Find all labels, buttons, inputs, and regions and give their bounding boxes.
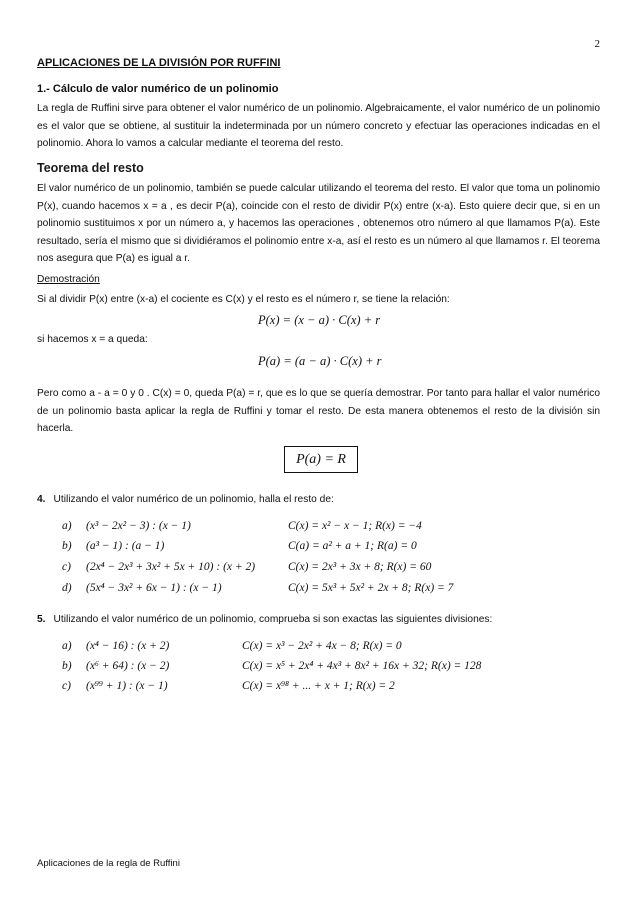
exercise-5-text: Utilizando el valor numérico de un polinomio, comprueba si son exactas las siguientes divisiones:: [53, 614, 493, 625]
exercise-5-item-label: b): [62, 660, 72, 672]
exercise-4-item-label: c): [62, 561, 71, 573]
exercise-4-item-answer: C(x) = x² − x − 1; R(x) = −4: [288, 520, 422, 532]
page-footer: Aplicaciones de la regla de Ruffini: [37, 858, 180, 869]
equation-1: P(x) = (x − a) · C(x) + r: [258, 313, 381, 327]
conclusion-paragraph: Pero como a - a = 0 y 0 . C(x) = 0, queda P(a) = r, que es lo que se quería demostrar. Por tanto para hallar el valor numérico de un polinomio basta aplicar la regla de Ruffini y tomar el resto. De esta manera obtenemos el resto de la división sin hacerla.: [37, 388, 600, 434]
exercise-4-heading: [37, 494, 334, 505]
exercise-5-item-answer: C(x) = x³ − 2x² + 4x − 8; R(x) = 0: [242, 640, 402, 652]
boxed-result: P(a) = R: [284, 446, 358, 473]
exercise-4-item-division: (x³ − 2x² − 3) : (x − 1): [86, 520, 191, 532]
teorema-heading: Teorema del resto: [37, 161, 144, 175]
intro-paragraph: La regla de Ruffini sirve para obtener el valor numérico de un polinomio. Algebraicamente, el valor numérico de un polinomio es el valor que se obtiene, al sustituir la indeterminada por un número concreto y efectuar las operaciones indicadas en el polinomio. Ahora lo vamos a calcular mediante el teorema del resto.: [37, 103, 600, 149]
exercise-4-item-answer: C(x) = 5x³ + 5x² + 2x + 8; R(x) = 7: [288, 582, 454, 594]
exercise-5-item-answer: C(x) = x⁵ + 2x⁴ + 4x³ + 8x² + 16x + 32; R(x) = 128: [242, 660, 482, 672]
page-number: 2: [594, 38, 600, 50]
main-heading: APLICACIONES DE LA DIVISIÓN POR RUFFINI: [37, 57, 281, 69]
exercise-5-item-label: a): [62, 640, 72, 652]
exercise-5-heading: [37, 614, 492, 625]
section-heading: 1.- Cálculo de valor numérico de un polinomio: [37, 83, 279, 95]
demo-label: Demostración: [37, 274, 100, 285]
substitution-sentence: si hacemos x = a queda:: [37, 334, 148, 345]
exercise-5-item-answer: C(x) = x⁹⁸ + ... + x + 1; R(x) = 2: [242, 680, 395, 692]
exercise-4-item-division: (a³ − 1) : (a − 1): [86, 540, 165, 552]
exercise-4-item-label: b): [62, 540, 72, 552]
demo-sentence: Si al dividir P(x) entre (x-a) el cociente es C(x) y el resto es el número r, se tiene la relación:: [37, 294, 450, 305]
exercise-5-item-division: (x⁴ − 16) : (x + 2): [86, 640, 170, 652]
exercise-4-item-answer: C(a) = a² + a + 1; R(a) = 0: [288, 540, 417, 552]
teorema-paragraph: El valor numérico de un polinomio, también se puede calcular utilizando el teorema del resto. El valor que toma un polinomio P(x), cuando hacemos x = a , es decir P(a), coincide con el resto de dividir P(x) entre (x-a). Esto quiere decir que, si en un polinomio sustituimos x por un número a, y hacemos las operaciones , obtenemos otro número al que llamamos P(a). Este resultado, sería el mismo que si dividiéramos el polinomio entre x-a, así el resto es un número al que llamamos r. El teorema nos asegura que P(a) es igual a r.: [37, 183, 600, 264]
exercise-5-item-label: c): [62, 680, 71, 692]
exercise-5-item-division: (x⁹⁹ + 1) : (x − 1): [86, 680, 168, 692]
exercise-4-item-answer: C(x) = 2x³ + 3x + 8; R(x) = 60: [288, 561, 432, 573]
exercise-4-text: Utilizando el valor numérico de un polinomio, halla el resto de:: [53, 494, 334, 505]
exercise-4-item-label: d): [62, 582, 72, 594]
exercise-4-item-division: (2x⁴ − 2x³ + 3x² + 5x + 10) : (x + 2): [86, 561, 256, 573]
exercise-4-item-division: (5x⁴ − 3x² + 6x − 1) : (x − 1): [86, 582, 222, 594]
equation-2: P(a) = (a − a) · C(x) + r: [258, 354, 382, 368]
exercise-4-number: 4.: [37, 494, 46, 505]
exercise-4-item-label: a): [62, 520, 72, 532]
exercise-5-number: 5.: [37, 614, 46, 625]
exercise-5-item-division: (x⁶ + 64) : (x − 2): [86, 660, 170, 672]
